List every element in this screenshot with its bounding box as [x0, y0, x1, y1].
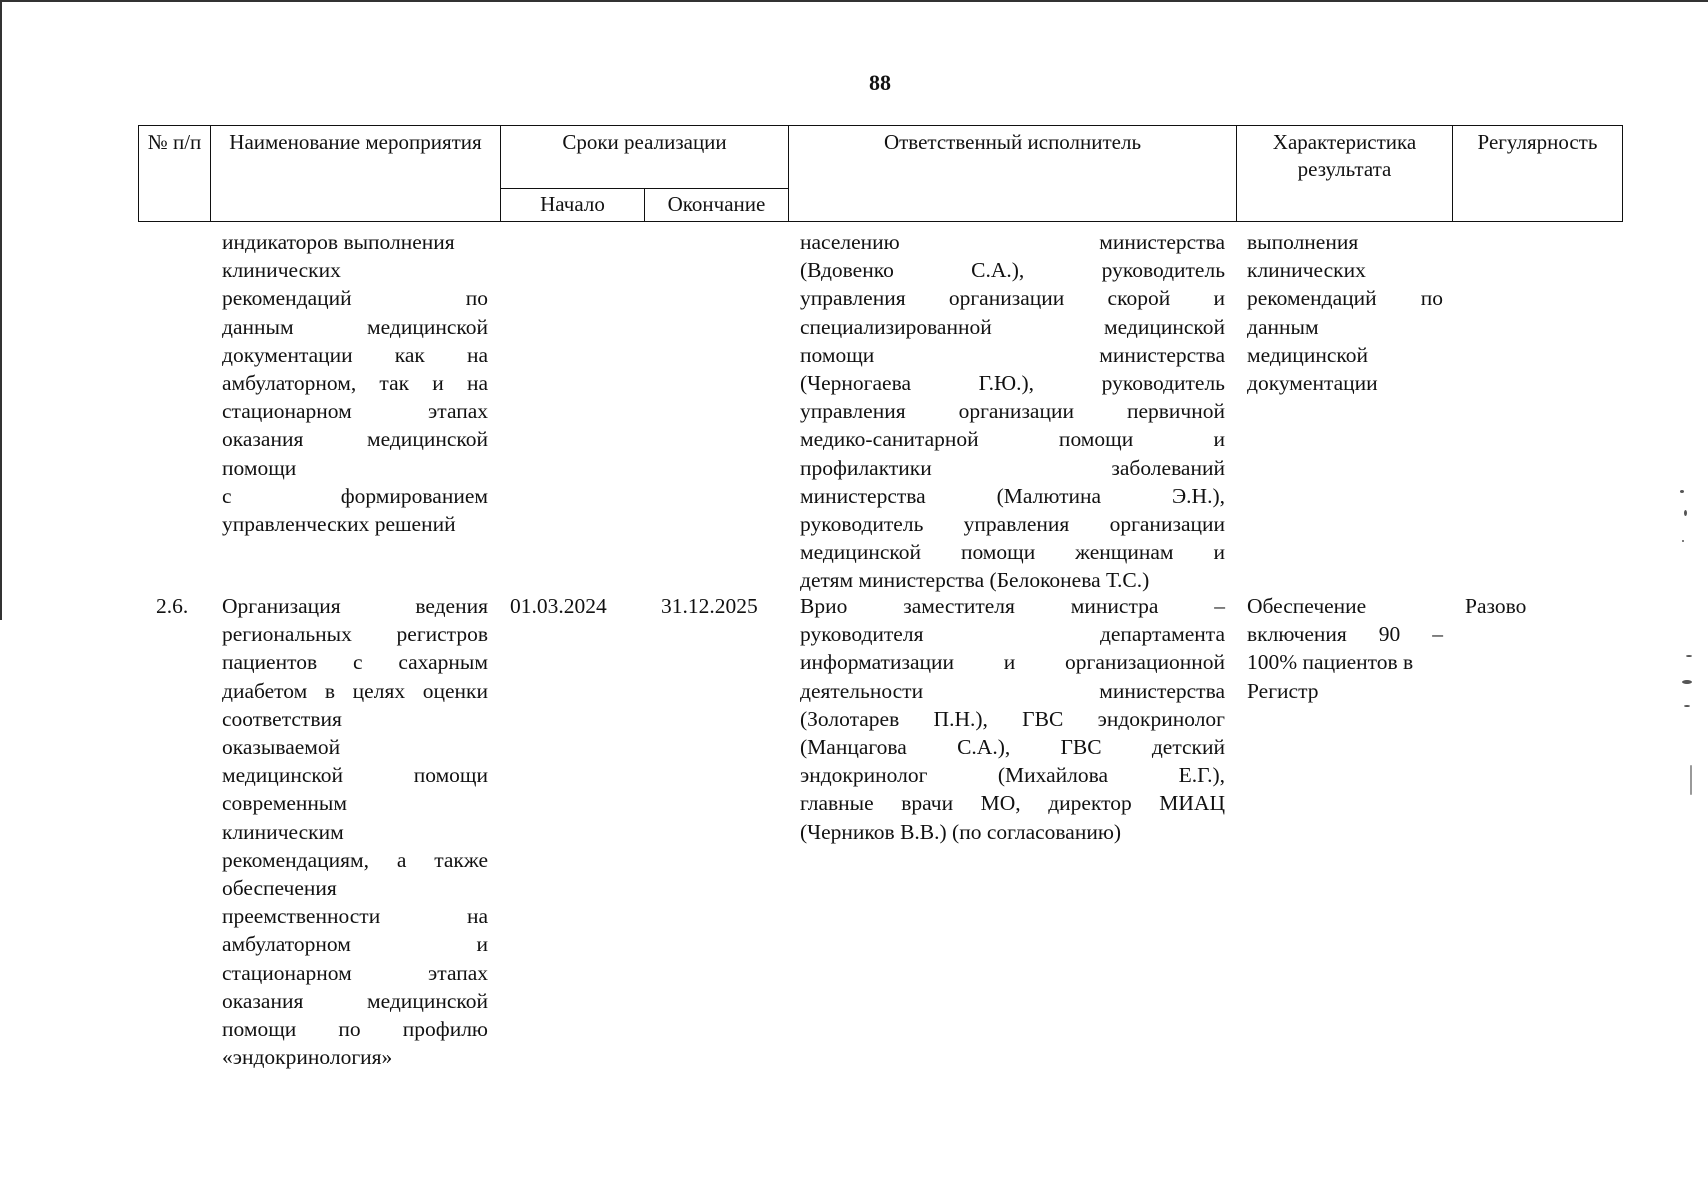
row-2-executor-line: деятельности министерства	[800, 678, 1225, 703]
row-2-name-line: обеспечения	[222, 876, 337, 901]
row-1-result-line: документации	[1247, 371, 1378, 396]
row-2-name-line: помощи по профилю	[222, 1017, 488, 1042]
header-number: № п/п	[139, 126, 211, 222]
row-2-name-line: региональных регистров	[222, 622, 488, 647]
row-2-regularity: Разово	[1465, 594, 1527, 618]
row-2-result-line: включения 90 –	[1247, 622, 1443, 647]
row-2-executor-line: Врио заместителя министра –	[800, 594, 1225, 618]
header-period: Сроки реализации	[501, 126, 789, 189]
row-2-executor-line: информатизации и организационной	[800, 650, 1225, 675]
row-1-name-line: рекомендаций по	[222, 286, 488, 311]
row-2-result-line: Регистр	[1247, 678, 1319, 703]
row-1-result-line: данным	[1247, 314, 1319, 339]
row-1-name-line: амбулаторном, так и на	[222, 371, 488, 396]
header-end: Окончание	[645, 189, 789, 222]
header-regularity: Регулярность	[1453, 126, 1623, 222]
row-1-name-line: управленческих решений	[222, 512, 456, 537]
row-2-name-line: преемственности на	[222, 904, 488, 929]
row-2-name-line: Организация ведения	[222, 594, 488, 618]
row-2-name-line: амбулаторном и	[222, 932, 488, 957]
row-1-name-line: клинических	[222, 258, 341, 283]
row-1-executor-line: медико-санитарной помощи и	[800, 427, 1225, 452]
table-header	[138, 125, 1623, 222]
row-2-name-line: медицинской помощи	[222, 763, 488, 788]
row-2-result	[1247, 592, 1443, 705]
row-1-name-line: помощи	[222, 455, 297, 480]
row-1-name-line: стационарном этапах	[222, 399, 488, 424]
row-2-name-line: оказываемой	[222, 735, 341, 760]
row-1-executor-line: управления организации скорой и	[800, 286, 1225, 311]
row-2-name-line: пациентов с сахарным	[222, 650, 488, 675]
row-1-name-line: данным медицинской	[222, 314, 488, 339]
row-1-executor-line: детям министерства (Белоконева Т.С.)	[800, 568, 1150, 593]
row-2-executor-line: главные врачи МО, директор МИАЦ	[800, 791, 1225, 816]
row-1-name-line: индикаторов выполнения	[222, 230, 455, 254]
row-1-executor-line: министерства (Малютина Э.Н.),	[800, 483, 1225, 508]
page-number: 88	[869, 70, 891, 95]
row-1-result-line: медицинской	[1247, 342, 1368, 367]
row-2-name-line: клиническим	[222, 819, 344, 844]
header-start: Начало	[501, 189, 645, 222]
row-1-executor-line: специализированной медицинской	[800, 314, 1225, 339]
row-1-executor-line: управления организации первичной	[800, 399, 1225, 424]
row-1-name-line: оказания медицинской	[222, 427, 488, 452]
row-2-result-line: 100% пациентов в	[1247, 650, 1414, 675]
row-2-executor-line: (Золотарев П.Н.), ГВС эндокринолог	[800, 706, 1225, 731]
row-1-result-line: рекомендаций по	[1247, 286, 1443, 311]
row-2-name-line: рекомендациям, а также	[222, 847, 488, 872]
row-1-executor	[800, 228, 1225, 595]
row-1-executor-line: медицинской помощи женщинам и	[800, 540, 1225, 565]
row-2-executor	[800, 592, 1225, 846]
row-2-name-line: диабетом в целях оценки	[222, 678, 488, 703]
row-2-executor-line: эндокринолог (Михайлова Е.Г.),	[800, 763, 1225, 788]
row-1-executor-line: руководитель управления организации	[800, 512, 1225, 537]
row-2-name-line: современным	[222, 791, 347, 816]
row-2-event-name	[222, 592, 488, 1071]
header-event-name: Наименование мероприятия	[211, 126, 501, 222]
row-1-executor-line: (Вдовенко С.А.), руководитель	[800, 258, 1225, 283]
row-2-executor-line: (Черников В.В.) (по согласованию)	[800, 819, 1122, 844]
row-2-name-line: оказания медицинской	[222, 988, 488, 1013]
header-executor: Ответственный исполнитель	[789, 126, 1237, 222]
row-1-executor-line: населению министерства	[800, 230, 1225, 254]
header-result: Характеристика результата	[1237, 126, 1453, 222]
row-2-executor-line: (Манцагова С.А.), ГВС детский	[800, 735, 1225, 760]
row-1-result-line: клинических	[1247, 258, 1366, 283]
row-2-name-line: соответствия	[222, 706, 342, 731]
row-1-name-line: документации как на	[222, 342, 488, 367]
row-2-name-line: стационарном этапах	[222, 960, 488, 985]
row-1-executor-line: помощи министерства	[800, 342, 1225, 367]
scan-artifacts	[1672, 480, 1702, 840]
row-1-result	[1247, 228, 1443, 397]
scan-edge-top	[0, 0, 1708, 2]
row-1-executor-line: (Черногаева Г.Ю.), руководитель	[800, 371, 1225, 396]
row-1-event-name	[222, 228, 488, 538]
row-2-executor-line: руководителя департамента	[800, 622, 1225, 647]
row-2-result-line: Обеспечение	[1247, 594, 1367, 618]
row-2-name-line: «эндокринология»	[222, 1045, 393, 1070]
row-1-name-line: с формированием	[222, 483, 488, 508]
row-1-executor-line: профилактики заболеваний	[800, 455, 1225, 480]
row-2-end-date: 31.12.2025	[661, 594, 758, 618]
row-2-number: 2.6.	[156, 594, 189, 618]
row-2-start-date: 01.03.2024	[510, 594, 607, 618]
row-1-result-line: выполнения	[1247, 230, 1359, 254]
